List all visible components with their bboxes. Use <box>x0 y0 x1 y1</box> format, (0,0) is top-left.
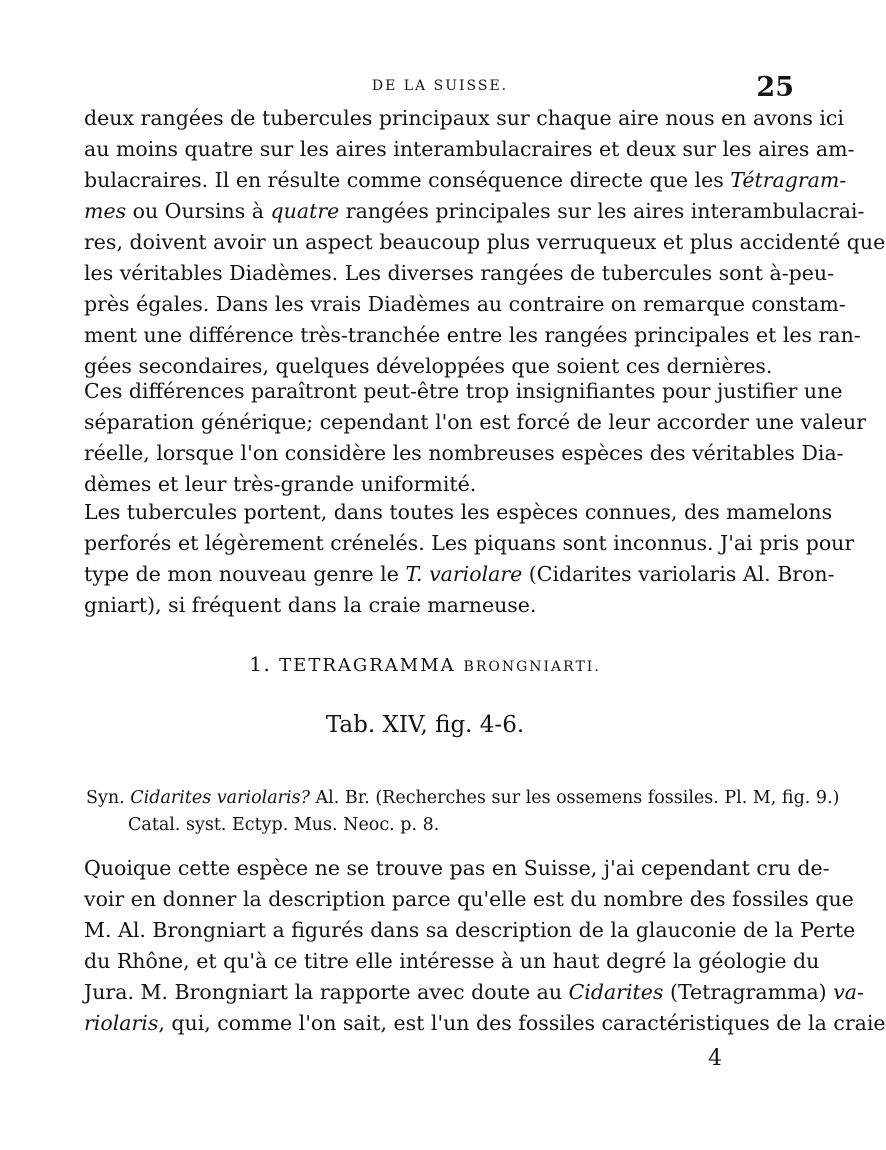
italic-term: Cidarites <box>568 980 664 1004</box>
text-line: Ces différences paraîtront peut-être trop insignifiantes pour justifier une <box>84 379 843 403</box>
paragraph-3 <box>84 497 855 621</box>
page-number: 25 <box>756 72 794 103</box>
text-line: Quoique cette espèce ne se trouve pas en Suisse, j'ai cependant cru de- <box>84 856 830 880</box>
text-line: voir en donner la description parce qu'elle est du nombre des fossiles que <box>84 887 854 911</box>
text-line: mes ou Oursins à quatre rangées principales sur les aires interambulacrai- <box>84 199 865 223</box>
italic-term: Tétragram- <box>730 168 847 192</box>
paragraph-2 <box>84 376 867 500</box>
synonymy-line: Catal. syst. Ectyp. Mus. Neoc. p. 8. <box>128 815 440 835</box>
text-line: ment une différence très-tranchée entre les rangées principales et les ran- <box>84 323 861 347</box>
text-line: bulacraires. Il en résulte comme conséquence directe que les Tétragram- <box>84 168 847 192</box>
italic-term: mes <box>84 199 127 223</box>
text-line: dèmes et leur très-grande uniformité. <box>84 472 477 496</box>
italic-term: va- <box>833 980 864 1004</box>
text-line: au moins quatre sur les aires interambulacraires et deux sur les aires am- <box>84 137 855 161</box>
italic-term: T. variolare <box>405 562 523 586</box>
species-genus: TETRAGRAMMA <box>279 655 456 676</box>
signature-mark: 4 <box>708 1046 722 1071</box>
text-line: deux rangées de tubercules principaux sur chaque aire nous en avons ici <box>84 106 844 130</box>
italic-term: riolaris <box>84 1011 159 1035</box>
synonymy <box>86 785 840 839</box>
plate-reference: Tab. XIV, fig. 4-6. <box>325 712 525 738</box>
paragraph-1 <box>84 103 886 382</box>
text-line: réelle, lorsque l'on considère les nombreuses espèces des véritables Dia- <box>84 441 844 465</box>
text-line: res, doivent avoir un aspect beaucoup plus verruqueux et plus accidenté que <box>84 230 886 254</box>
text-line: Jura. M. Brongniart la rapporte avec doute au Cidarites (Tetragramma) va- <box>84 980 864 1004</box>
text-line: type de mon nouveau genre le T. variolare (Cidarites variolaris Al. Bron- <box>84 562 835 586</box>
text-line: M. Al. Brongniart a figurés dans sa description de la glauconie de la Perte <box>84 918 856 942</box>
text-line: gées secondaires, quelques développées que soient ces dernières. <box>84 354 773 378</box>
text-line: gniart), si fréquent dans la craie marneuse. <box>84 593 537 617</box>
text-line: du Rhône, et qu'à ce titre elle intéresse à un haut degré la géologie du <box>84 949 820 973</box>
species-heading <box>0 652 850 676</box>
species-epithet: BRONGNIARTI. <box>463 659 601 675</box>
text-line: Les tubercules portent, dans toutes les espèces connues, des mamelons <box>84 500 833 524</box>
text-line: près égales. Dans les vrais Diadèmes au contraire on remarque constam- <box>84 292 846 316</box>
paragraph-4 <box>84 853 886 1039</box>
italic-term: quatre <box>270 199 340 223</box>
text-line: perforés et légèrement crénelés. Les piquans sont inconnus. J'ai pris pour <box>84 531 855 555</box>
running-head <box>80 72 800 102</box>
species-number: 1. <box>249 652 272 676</box>
synonymy-line: Syn. Cidarites variolaris? Al. Br. (Recherches sur les ossemens fossiles. Pl. M, fig. 9.) <box>86 788 840 808</box>
text-line: séparation générique; cependant l'on est forcé de leur accorder une valeur <box>84 410 867 434</box>
text-line: les véritables Diadèmes. Les diverses rangées de tubercules sont à-peu- <box>84 261 835 285</box>
text-line: riolaris, qui, comme l'on sait, est l'un des fossiles caractéristiques de la craie <box>84 1011 886 1035</box>
running-title: DE LA SUISSE. <box>371 78 509 94</box>
italic-term: Cidarites variolaris? <box>130 788 310 808</box>
